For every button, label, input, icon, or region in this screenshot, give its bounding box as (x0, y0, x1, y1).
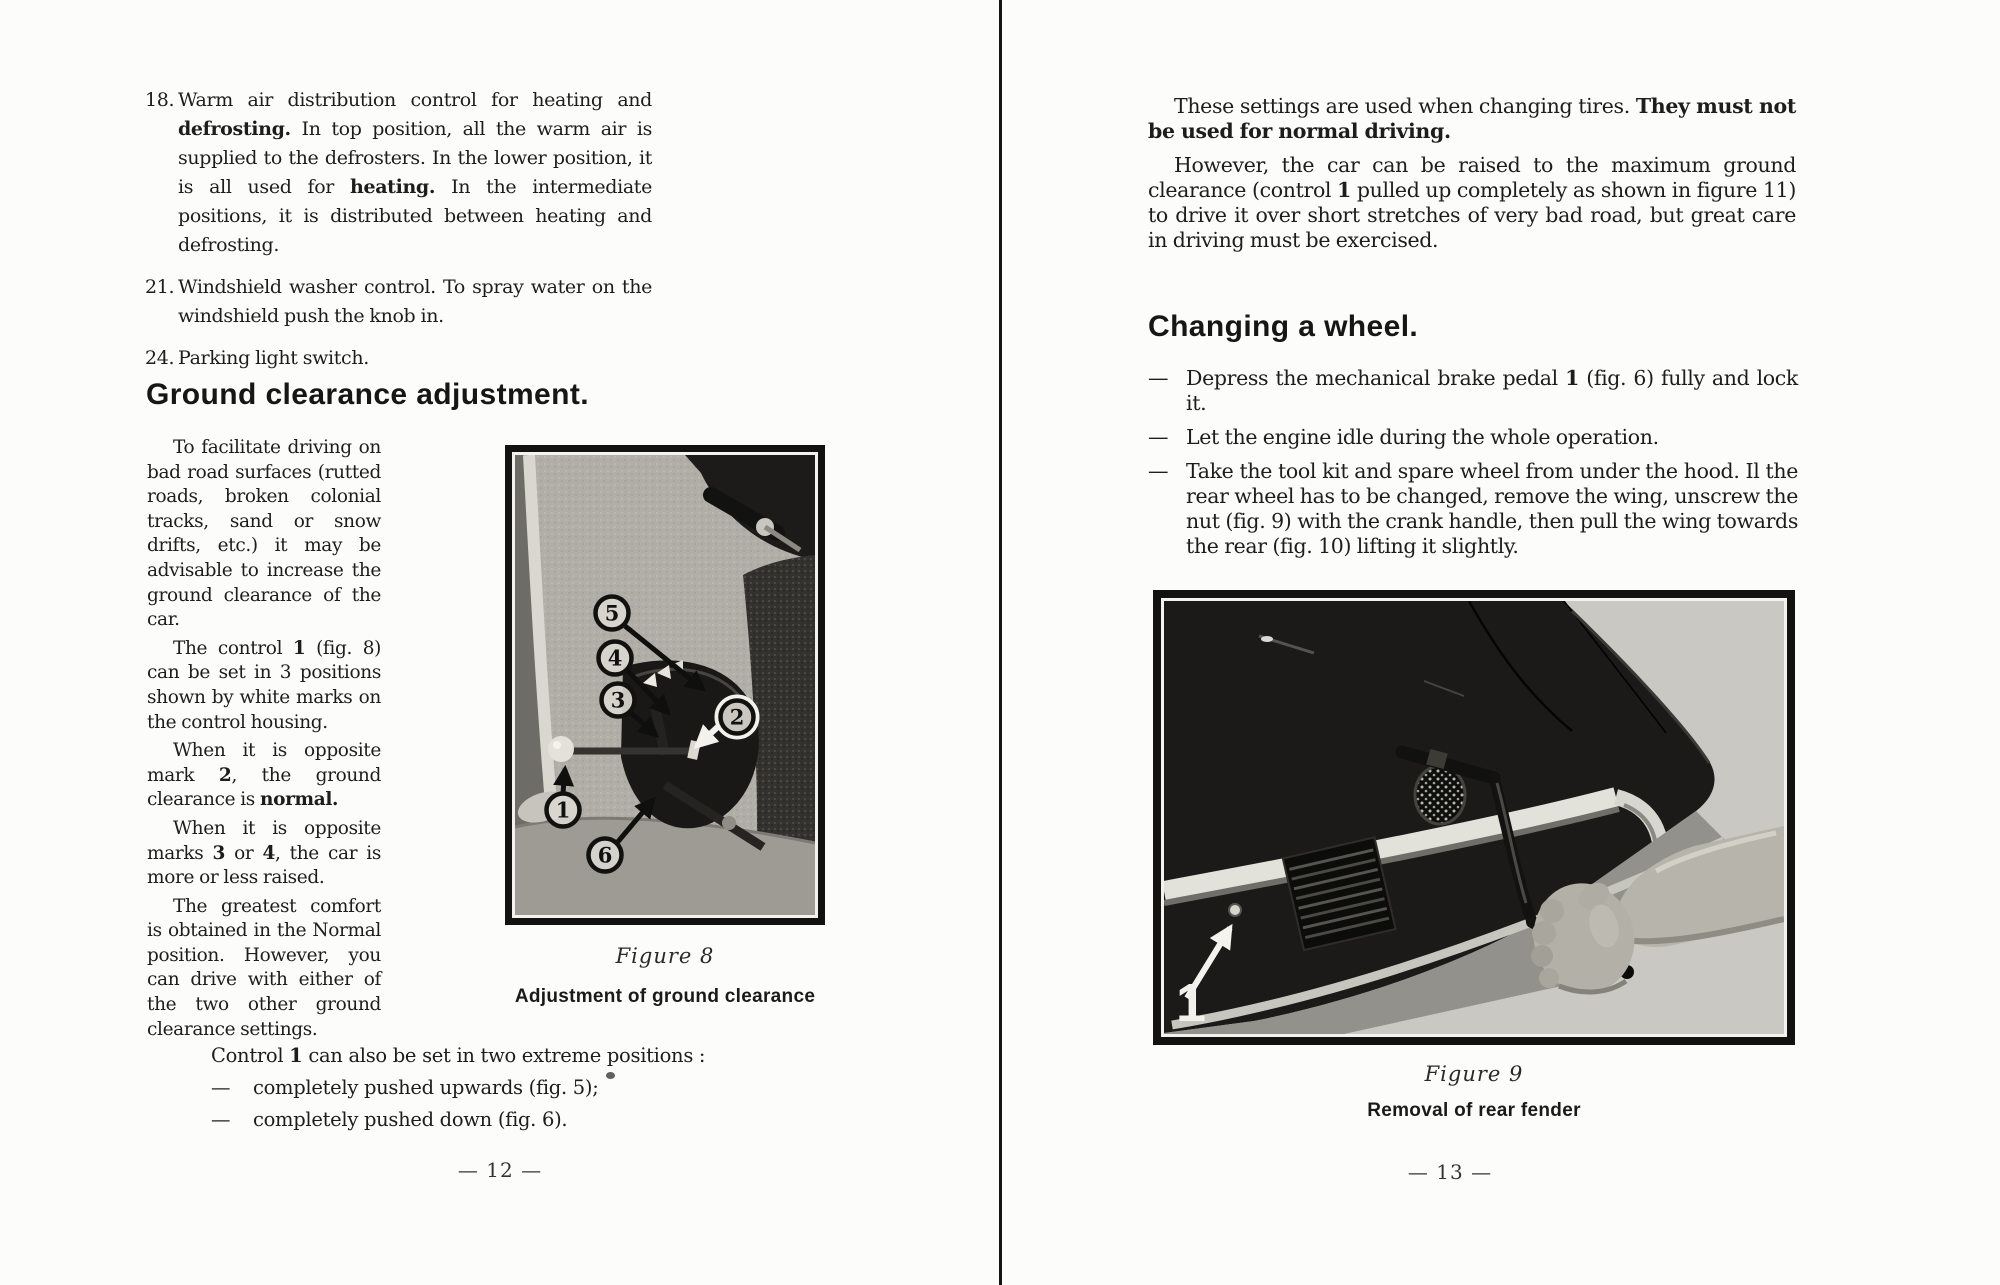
figure9-illustration (1164, 601, 1784, 1034)
paragraph: When it is opposite mark 2, the ground clearance is normal. (147, 740, 381, 811)
figure9-callout-1: 1 (1176, 973, 1207, 1033)
step-text: Depress the mechanical brake pedal 1 (fig. 6) fully and lock it. (1186, 366, 1798, 415)
step-text: Let the engine idle during the whole operation. (1186, 425, 1659, 449)
page-number-12: — 12 — (457, 1158, 543, 1182)
paragraph: The control 1 (fig. 8) can be set in 3 positions shown by white marks on the control housing. (147, 637, 381, 733)
section-heading-ground-clearance: Ground clearance adjustment. (146, 378, 589, 411)
callout-6: 6 (597, 842, 613, 868)
ground-clearance-text-column (147, 436, 381, 1046)
page-divider-line (999, 0, 1002, 1285)
paragraph: When it is opposite marks 3 or 4, the car is more or less raised. (147, 817, 382, 889)
extreme-item-text: completely pushed upwards (fig. 5); (253, 1076, 599, 1099)
extreme-item (147, 1104, 707, 1136)
extreme-positions-block (147, 1040, 707, 1136)
list-item (145, 273, 652, 331)
page-number-13: — 13 — (1407, 1160, 1493, 1184)
figure9-caption: Removal of rear fender (1367, 1100, 1581, 1121)
list-item (145, 86, 652, 260)
paragraph: The greatest comfort is obtained in the Normal position. However, you can drive with either of the two other ground clearance settings. (147, 895, 381, 1040)
list-item-number: 24. (145, 347, 175, 369)
figure8-photo (505, 445, 825, 925)
dash-bullet: — (211, 1076, 231, 1099)
list-item (145, 344, 652, 373)
step-item (1148, 425, 1798, 450)
callout-3: 3 (610, 687, 626, 713)
changing-wheel-steps (1148, 366, 1798, 568)
dash-bullet: — (211, 1108, 231, 1131)
list-item-text: Windshield washer control. To spray water on the windshield push the knob in. (178, 276, 652, 327)
figure9-photo (1153, 590, 1795, 1045)
callout-5: 5 (604, 600, 620, 626)
step-text: Take the tool kit and spare wheel from under the hood. Il the rear wheel has to be changed, remove the wing, unscrew the nut (fig. 9) with the crank handle, then pull the wing towards the rear (fig. 10) lifting it slightly. (1186, 459, 1798, 558)
callout-2: 2 (729, 704, 745, 730)
figure9-label: Figure 9 (1424, 1062, 1524, 1086)
paragraph: However, the car can be raised to the maximum ground clearance (control 1 pulled up completely as shown in figure 11) to drive it over short stretches of very bad road, but great care in driving must be exercised. (1148, 153, 1796, 252)
callout-4: 4 (607, 645, 623, 671)
list-item-text: Warm air distribution control for heating and defrosting. In top position, all the warm air is supplied to the defrosters. In the lower position, it is all used for heating. In the intermediate positions, it is distributed between heating and defrosting. (178, 89, 652, 256)
extreme-intro: Control 1 can also be set in two extreme positions : (211, 1044, 706, 1067)
figure8-illustration (515, 455, 815, 915)
list-item-number: 21. (145, 276, 175, 298)
paragraph: These settings are used when changing tires. They must not be used for normal driving. (1148, 94, 1796, 143)
list-item-text: Parking light switch. (178, 347, 369, 369)
figure8-label: Figure 8 (615, 944, 715, 968)
list-item-number: 18. (145, 89, 175, 111)
figure8-caption: Adjustment of ground clearance (514, 986, 816, 1007)
section-heading-changing-wheel: Changing a wheel. (1148, 310, 1419, 343)
paragraph: To facilitate driving on bad road surfaces (rutted roads, broken colonial tracks, sand or snow drifts, etc.) it may be advisable to increase the ground clearance of the car. (147, 437, 381, 631)
dash-bullet: — (1148, 425, 1169, 449)
dash-bullet: — (1148, 459, 1169, 483)
callout-1: 1 (555, 797, 571, 823)
extreme-item (147, 1072, 707, 1104)
numbered-control-list (145, 86, 652, 386)
scan-smudge (606, 1072, 615, 1079)
step-item (1148, 366, 1798, 416)
step-item (1148, 459, 1798, 559)
settings-warning-paragraphs (1148, 94, 1796, 262)
dash-bullet: — (1148, 366, 1169, 390)
extreme-item-text: completely pushed down (fig. 6). (253, 1108, 568, 1131)
